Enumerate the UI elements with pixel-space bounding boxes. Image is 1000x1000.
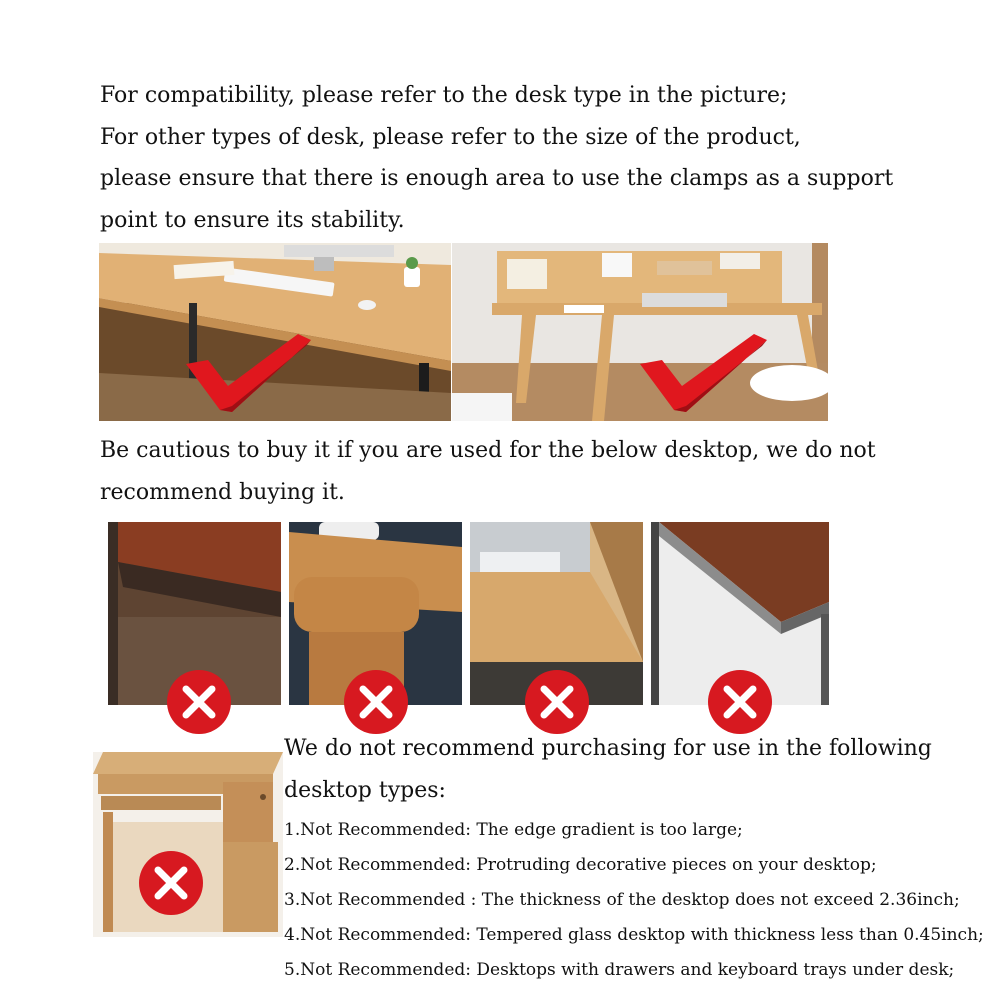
list-item: 3.Not Recommended : The thickness of the desktop does not exceed 2.36inch; [284, 890, 960, 910]
red-x-circle-icon [166, 669, 232, 735]
not-recommended-list [284, 813, 1000, 988]
list-item: 1.Not Recommended: The edge gradient is too large; [284, 820, 743, 840]
caution-line: Be cautious to buy it if you are used for the below desktop, we do not [100, 438, 876, 463]
caution-line: recommend buying it. [100, 480, 345, 505]
list-item: 2.Not Recommended: Protruding decorative pieces on your desktop; [284, 855, 877, 875]
red-checkmark-icon [640, 334, 767, 412]
heading-line: We do not recommend purchasing for use in the following [284, 736, 932, 761]
heading-line: desktop types: [284, 778, 446, 803]
red-x-circle-icon [343, 669, 409, 735]
red-x-circle-icon [138, 850, 204, 916]
list-item: 4.Not Recommended: Tempered glass desktop with thickness less than 0.45inch; [284, 925, 984, 945]
not-recommended-heading [284, 728, 984, 812]
intro-line: please ensure that there is enough area to use the clamps as a support [100, 166, 894, 191]
intro-line: point to ensure its stability. [100, 207, 405, 233]
caution-text [100, 430, 980, 514]
intro-line: For other types of desk, please refer to the size of the product, [100, 124, 801, 150]
intro-line: For compatibility, please refer to the desk type in the picture; [100, 83, 788, 108]
compatibility-intro [100, 75, 980, 241]
red-x-circle-icon [707, 669, 773, 735]
red-checkmark-icon [186, 334, 311, 412]
list-item: 5.Not Recommended: Desktops with drawers and keyboard trays under desk; [284, 960, 955, 980]
red-x-circle-icon [524, 669, 590, 735]
